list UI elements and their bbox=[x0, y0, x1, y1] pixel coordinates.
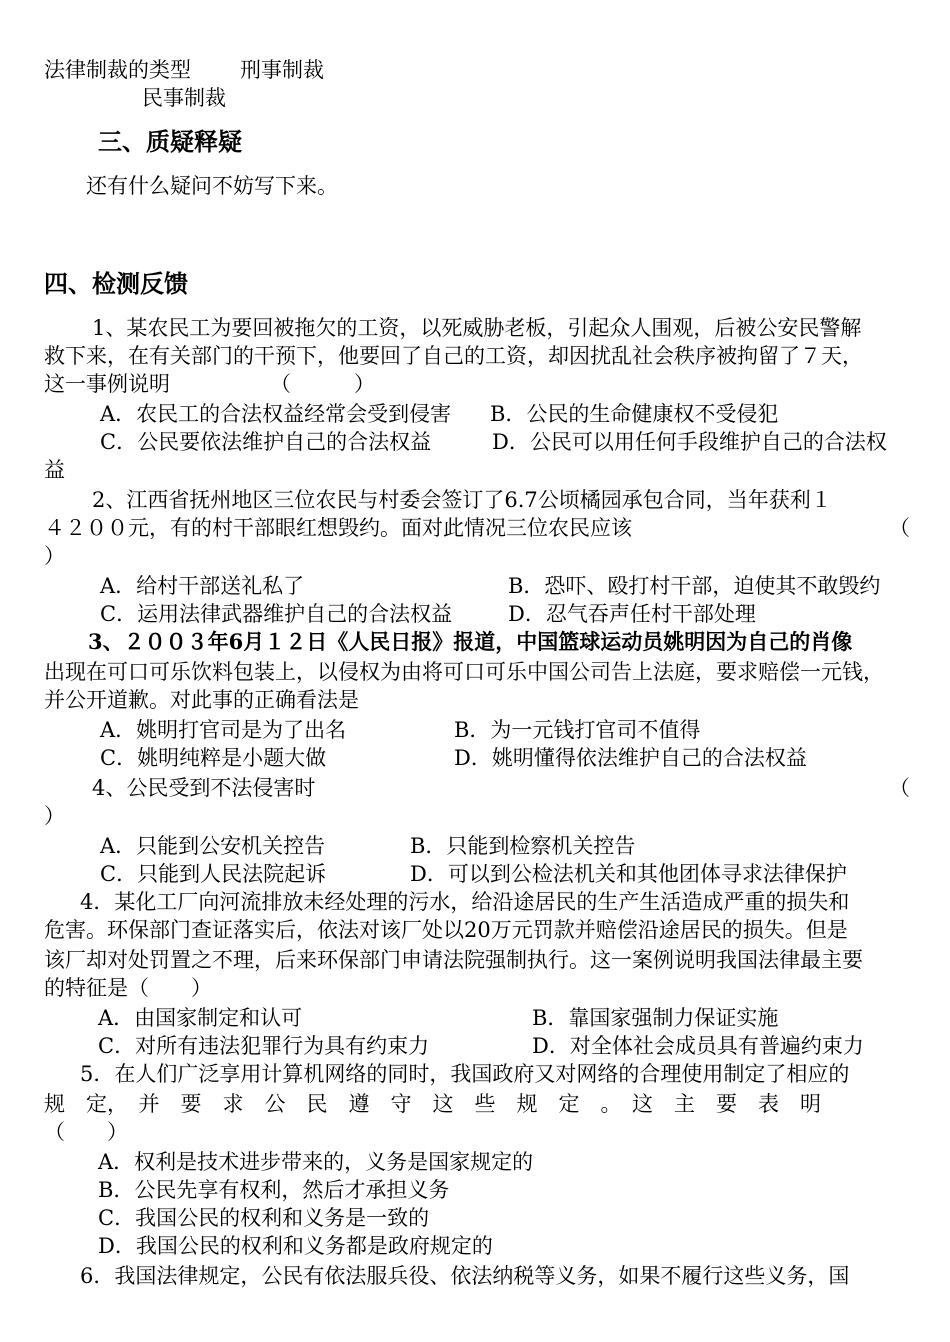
q3-option-d: D．姚明懂得依法维护自己的合法权益 bbox=[454, 746, 807, 770]
q2-option-b: B．恐吓、殴打村干部，迫使其不敢毁约 bbox=[508, 574, 881, 598]
q3-line-1: 3、２００３年6月１２日《人民日报》报道，中国篮球运动员姚明因为自己的肖像 bbox=[88, 629, 853, 654]
q2-option-a: A．给村干部送礼私了 bbox=[100, 574, 305, 598]
section-4-title: 四、检测反馈 bbox=[44, 269, 188, 298]
q4a-option-d: D．可以到公检法机关和其他团体寻求法律保护 bbox=[410, 862, 847, 886]
q4b-option-a: A．由国家制定和认可 bbox=[98, 1006, 303, 1030]
q2-line-1: 2、江西省抚州地区三位农民与村委会签订了6.7公顷橘园承包合同，当年获利１ bbox=[92, 488, 832, 512]
q4a-option-a: A．只能到公安机关控告 bbox=[100, 834, 326, 858]
q4b-line-2: 危害。环保部门查证落实后，依法对该厂处以20万元罚款并赔偿沿途居民的损失。但是 bbox=[44, 918, 848, 942]
q1-option-b: B．公民的生命健康权不受侵犯 bbox=[490, 402, 779, 426]
q4b-option-c: C．对所有违法犯罪行为具有约束力 bbox=[98, 1034, 430, 1058]
q5-option-b: B．公民先享有权利，然后才承担义务 bbox=[98, 1178, 450, 1202]
q5-option-c: C．我国公民的权利和义务是一致的 bbox=[98, 1206, 430, 1230]
sanction-type-criminal: 刑事制裁 bbox=[240, 58, 324, 82]
q4b-line-4: 的特征是（ ） bbox=[44, 976, 212, 1000]
q1-line-3: 这一事例说明 bbox=[44, 372, 170, 396]
q1-option-d-cont: 益 bbox=[44, 458, 65, 482]
q3-option-b: B．为一元钱打官司不值得 bbox=[454, 718, 701, 742]
q1-option-a: A．农民工的合法权益经常会受到侵害 bbox=[100, 402, 452, 426]
q4a-paren-open: （ bbox=[889, 776, 910, 800]
q2-option-d: D．忍气吞声任村干部处理 bbox=[508, 602, 756, 626]
q4b-option-b: B．靠国家强制力保证实施 bbox=[532, 1006, 779, 1030]
q1-line-2: 救下来，在有关部门的干预下，他要回了自己的工资，却因扰乱社会秩序被拘留了７天， bbox=[44, 344, 863, 368]
q5-line-2: 规 定， 并 要 求 公 民 遵 守 这 些 规 定 。 这 主 要 表 明 bbox=[44, 1092, 821, 1116]
q2-line-2: ４２００元，有的村干部眼红想毁约。面对此情况三位农民应该 bbox=[44, 516, 632, 540]
q3-option-c: C．姚明纯粹是小题大做 bbox=[100, 746, 327, 770]
q3-line-3: 并公开道歉。对此事的正确看法是 bbox=[44, 688, 359, 712]
q2-paren-close: ） bbox=[44, 544, 65, 568]
q4a-paren-close: ） bbox=[44, 804, 65, 828]
q3-line-2: 出现在可口可乐饮料包装上，以侵权为由将可口可乐中国公司告上法庭，要求赔偿一元钱， bbox=[44, 660, 884, 684]
q5-option-a: A．权利是技术进步带来的，义务是国家规定的 bbox=[98, 1150, 534, 1174]
q4b-line-3: 该厂却对处罚置之不理，后来环保部门申请法院强制执行。这一案例说明我国法律最主要 bbox=[44, 948, 863, 972]
q5-option-d: D．我国公民的权利和义务都是政府规定的 bbox=[98, 1234, 493, 1258]
q1-answer-paren: （ ） bbox=[270, 372, 375, 396]
section-3-prompt: 还有什么疑问不妨写下来。 bbox=[86, 174, 338, 198]
q1-option-c: C．公民要依法维护自己的合法权益 bbox=[100, 430, 432, 454]
q2-paren-open: （ bbox=[889, 516, 910, 540]
q4b-option-d: D．对全体社会成员具有普遍约束力 bbox=[532, 1034, 864, 1058]
q4b-line-1: 4．某化工厂向河流排放未经处理的污水，给沿途居民的生产生活造成严重的损失和 bbox=[80, 890, 850, 914]
q4a-option-c: C．只能到人民法院起诉 bbox=[100, 862, 327, 886]
q5-line-3: （ ） bbox=[44, 1120, 128, 1144]
q6-line-1: 6．我国法律规定，公民有依法服兵役、依法纳税等义务，如果不履行这些义务，国 bbox=[80, 1264, 850, 1288]
sanction-types-label: 法律制裁的类型 bbox=[44, 58, 191, 82]
q4a-option-b: B．只能到检察机关控告 bbox=[410, 834, 636, 858]
sanction-type-civil: 民事制裁 bbox=[142, 86, 226, 110]
q4a-line-1: 4、公民受到不法侵害时 bbox=[92, 776, 316, 800]
section-3-title: 三、质疑释疑 bbox=[98, 127, 242, 156]
q3-option-a: A．姚明打官司是为了出名 bbox=[100, 718, 347, 742]
q1-option-d: D．公民可以用任何手段维护自己的合法权 bbox=[492, 430, 887, 454]
sanction-types-line bbox=[44, 56, 910, 84]
q2-option-c: C．运用法律武器维护自己的合法权益 bbox=[100, 602, 453, 626]
q5-line-1: 5．在人们广泛享用计算机网络的同时，我国政府又对网络的合理使用制定了相应的 bbox=[80, 1062, 850, 1086]
q1-line-1: 1、某农民工为要回被拖欠的工资，以死威胁老板，引起众人围观，后被公安民警解 bbox=[92, 316, 862, 340]
